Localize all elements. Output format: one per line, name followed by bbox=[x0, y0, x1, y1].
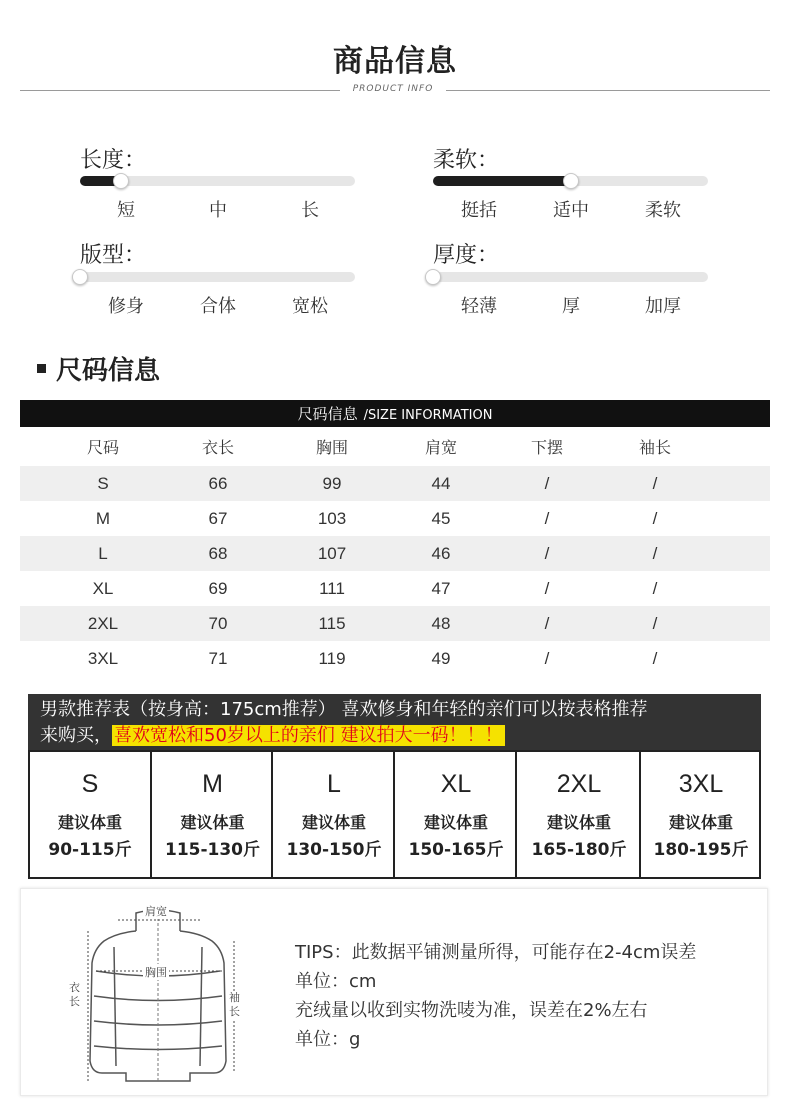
weight-label: 建议体重 bbox=[57, 813, 122, 832]
recommend-size: XL bbox=[440, 770, 472, 798]
table-cell: 67 bbox=[208, 509, 228, 528]
level-track bbox=[80, 176, 355, 186]
table-cell: 49 bbox=[431, 649, 451, 668]
table-cell: 46 bbox=[431, 544, 451, 563]
size-section-heading: 尺码信息 bbox=[56, 356, 161, 386]
table-cell: XL bbox=[92, 579, 114, 598]
table-cell: / bbox=[652, 579, 658, 598]
tip-line: 充绒量以收到实物洗唛为准，误差在2%左右 bbox=[295, 1000, 648, 1021]
table-cell: / bbox=[544, 509, 550, 528]
weight-range: 90-115斤 bbox=[48, 840, 132, 860]
size-table-title-bar bbox=[20, 400, 770, 427]
table-row bbox=[20, 641, 770, 676]
recommend-size-2xl bbox=[515, 752, 641, 877]
table-cell: 107 bbox=[317, 544, 347, 563]
recommend-line-2-prefix: 来购买， bbox=[40, 725, 112, 746]
option-label: 适中 bbox=[553, 200, 589, 221]
table-cell: / bbox=[544, 579, 550, 598]
column-header: 胸围 bbox=[315, 440, 348, 457]
table-cell: 119 bbox=[318, 649, 346, 668]
table-cell: 47 bbox=[431, 579, 451, 598]
table-cell: 66 bbox=[208, 474, 228, 493]
recommend-size: 2XL bbox=[556, 770, 602, 798]
tips-box bbox=[20, 888, 768, 1096]
table-cell: L bbox=[98, 544, 108, 563]
option-label: 合体 bbox=[200, 296, 236, 317]
recommend-line-2 bbox=[40, 723, 505, 749]
level-fill bbox=[433, 176, 571, 186]
option-label: 长 bbox=[301, 200, 319, 221]
sleeve-label: 袖长 bbox=[229, 991, 240, 1018]
level-knob bbox=[113, 173, 129, 189]
table-row bbox=[20, 466, 770, 501]
column-header: 袖长 bbox=[638, 440, 671, 457]
table-row bbox=[20, 571, 770, 606]
table-cell: 71 bbox=[208, 649, 228, 668]
weight-range: 165-180斤 bbox=[531, 840, 627, 860]
level-knob bbox=[72, 269, 88, 285]
table-cell: / bbox=[544, 614, 550, 633]
page-title: 商品信息 bbox=[333, 44, 457, 79]
table-cell: 69 bbox=[208, 579, 228, 598]
recommend-size: S bbox=[81, 770, 99, 798]
table-row bbox=[20, 501, 770, 536]
size-table-title-cn: 尺码信息 bbox=[297, 405, 358, 423]
table-cell: 2XL bbox=[87, 614, 119, 633]
level-knob bbox=[563, 173, 579, 189]
table-cell: 68 bbox=[208, 544, 228, 563]
table-cell: 70 bbox=[208, 614, 228, 633]
table-cell: 111 bbox=[319, 579, 345, 598]
recommend-banner bbox=[28, 694, 761, 750]
level-track bbox=[80, 272, 355, 282]
recommend-size-s bbox=[30, 752, 150, 877]
shoulder-label: 肩宽 bbox=[145, 905, 167, 918]
table-row bbox=[20, 606, 770, 641]
table-cell: / bbox=[652, 614, 658, 633]
attribute-label: 版型： bbox=[80, 243, 147, 268]
option-label: 中 bbox=[209, 200, 227, 221]
attribute-label: 柔软： bbox=[433, 148, 500, 173]
table-cell: M bbox=[95, 509, 111, 528]
table-cell: 103 bbox=[317, 509, 347, 528]
column-header: 尺码 bbox=[86, 440, 119, 457]
table-cell: / bbox=[652, 509, 658, 528]
level-track bbox=[433, 176, 708, 186]
table-cell: / bbox=[544, 544, 550, 563]
option-label: 厚 bbox=[562, 296, 580, 317]
page-subtitle: PRODUCT INFO bbox=[352, 84, 434, 94]
table-cell: S bbox=[97, 474, 109, 493]
weight-label: 建议体重 bbox=[180, 813, 245, 832]
table-cell: 48 bbox=[431, 614, 451, 633]
column-header: 下摆 bbox=[530, 440, 563, 457]
table-cell: / bbox=[652, 649, 658, 668]
option-label: 挺括 bbox=[461, 200, 497, 221]
recommend-size: M bbox=[202, 770, 223, 798]
weight-range: 180-195斤 bbox=[653, 840, 749, 860]
option-label: 柔软 bbox=[645, 200, 681, 221]
weight-label: 建议体重 bbox=[423, 813, 488, 832]
recommend-highlight: 喜欢宽松和50岁以上的亲们 建议拍大一码！！！ bbox=[114, 725, 503, 746]
recommend-size: 3XL bbox=[678, 770, 724, 798]
recommend-line-1: 男款推荐表（按身高：175cm推荐） 喜欢修身和年轻的亲们可以按表格推荐 bbox=[40, 699, 648, 720]
recommend-size-3xl bbox=[639, 752, 761, 877]
tip-line: 单位：cm bbox=[295, 971, 377, 992]
length-label: 衣长 bbox=[69, 981, 80, 1008]
table-cell: 3XL bbox=[87, 649, 119, 668]
weight-range: 115-130斤 bbox=[164, 840, 261, 860]
table-cell: / bbox=[544, 474, 550, 493]
tip-line: 单位：g bbox=[295, 1029, 361, 1050]
attribute-label: 厚度： bbox=[433, 243, 500, 268]
option-label: 修身 bbox=[108, 296, 144, 317]
table-cell: / bbox=[652, 544, 658, 563]
table-cell: / bbox=[544, 649, 550, 668]
table-row bbox=[20, 536, 770, 571]
size-table-header-row bbox=[20, 431, 770, 466]
weight-label: 建议体重 bbox=[301, 813, 366, 832]
chest-label: 胸围 bbox=[145, 966, 167, 979]
level-knob bbox=[425, 269, 441, 285]
option-label: 加厚 bbox=[645, 296, 681, 317]
option-label: 宽松 bbox=[292, 296, 328, 317]
section-bullet bbox=[37, 364, 46, 373]
table-cell: 44 bbox=[431, 474, 451, 493]
recommend-size-m bbox=[150, 752, 273, 877]
weight-range: 150-165斤 bbox=[408, 840, 504, 860]
table-cell: / bbox=[652, 474, 658, 493]
column-header: 肩宽 bbox=[424, 440, 457, 457]
weight-range: 130-150斤 bbox=[286, 840, 382, 860]
option-label: 短 bbox=[117, 200, 135, 221]
attribute-label: 长度： bbox=[80, 148, 147, 173]
column-header: 衣长 bbox=[201, 440, 234, 457]
table-cell: 115 bbox=[318, 614, 346, 633]
recommend-size-xl bbox=[393, 752, 517, 877]
recommend-grid bbox=[28, 750, 761, 879]
table-cell: 99 bbox=[322, 474, 342, 493]
recommend-size-l bbox=[271, 752, 395, 877]
recommend-size: L bbox=[327, 770, 341, 798]
table-cell: 45 bbox=[431, 509, 451, 528]
tip-line: TIPS：此数据平铺测量所得，可能存在2-4cm误差 bbox=[295, 942, 697, 963]
weight-label: 建议体重 bbox=[668, 813, 733, 832]
option-label: 轻薄 bbox=[461, 296, 497, 317]
level-track bbox=[433, 272, 708, 282]
size-table-title-en: /SIZE INFORMATION bbox=[363, 408, 493, 423]
weight-label: 建议体重 bbox=[546, 813, 611, 832]
